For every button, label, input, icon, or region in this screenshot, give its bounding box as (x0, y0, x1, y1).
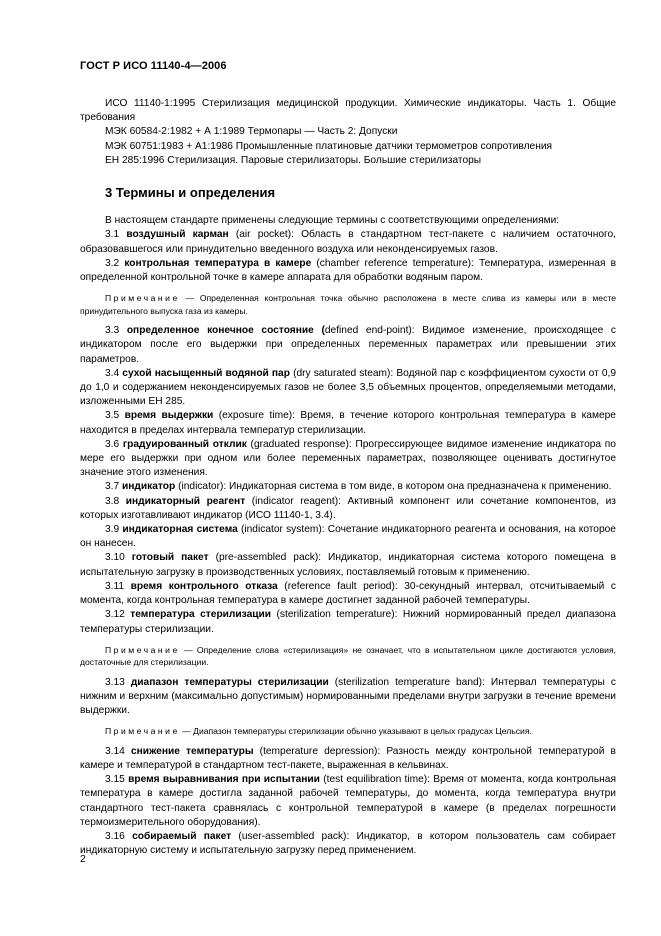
reference-item: ЕН 285:1996 Стерилизация. Паровые стерилизаторы. Большие стерилизаторы (105, 154, 482, 166)
term-definition: (test equilibration time): Время от момента, когда контрольная температура в камере достигла заданной рабочей температуры, до момента, когда температура внутри стандартного тест-пакета сравнялась с контрольной температурой в камере (в пределах погрешности термоизмерительного оборудования). (80, 774, 616, 828)
reference-item: МЭК 60584-2:1982 + А 1:1989 Термопары — Часть 2: Допуски (105, 126, 398, 138)
term-name: снижение температуры (130, 745, 254, 757)
term-3-10 (80, 551, 616, 579)
term-definition: (graduated response): Прогрессирующее видимое изменение индикатора по мере его выдержки при одном или более переменных параметрах, позволяющее оценивать достигнутое значение этого изменения. (80, 438, 616, 479)
note (80, 725, 616, 738)
term-definition: (chamber reference temperature): Температура, измеренная в определенной контрольной точке в камере аппарата для обработки водяным паром. (80, 257, 616, 284)
term-number: 3.2 (105, 257, 120, 269)
term-name: диапазон температуры стерилизации (130, 676, 329, 688)
term-definition: (indicator): Индикаторная система в том виде, в котором она предназначена к применению. (178, 481, 612, 493)
term-3-6 (80, 438, 616, 481)
term-definition: (dry saturated steam): Водяной пар с коэффициентом сухости от 0,9 до 1,0 и содержанием неконденсируемых газов не более 3,5 объемных процентов, определяемыми методами, изложенными ЕН 285. (80, 367, 617, 408)
term-definition: (air pocket): Область в стандартном тест-пакете с наличием остаточного, образовавшегося или принудительно введенного воздуха или неконденсируемых газов. (80, 229, 616, 255)
term-3-3 (80, 324, 616, 367)
term-definition: (indicator system): Сочетание индикаторного реагента и основания, на которое он нанесен. (80, 524, 616, 550)
term-3-14 (80, 745, 616, 773)
term-name: воздушный карман (126, 229, 229, 241)
term-number: 3.16 (105, 831, 125, 843)
term-definition: (pre-assembled pack): Индикатор, индикаторная система которого помещена в испытательную загрузку в производственных условиях, поставляемый готовым к применению. (80, 552, 616, 578)
normative-references (80, 97, 616, 168)
term-name: индикатор (122, 481, 176, 493)
term-number: 3.9 (105, 524, 120, 536)
term-number: 3.11 (105, 580, 125, 592)
term-3-16 (80, 830, 616, 858)
term-name: сухой насыщенный водяной пар (122, 367, 290, 379)
note-text: — Определение слова «стерилизация» не означает, что в испытательном цикле достигаются условия, достаточные для стерилизации. (80, 644, 616, 668)
term-number: 3.12 (105, 609, 125, 621)
term-3-5 (80, 409, 616, 437)
section-title: 3 Термины и определения (105, 185, 276, 201)
term-3-2 (80, 257, 616, 285)
term-definition: (indicator reagent): Активный компонент или сочетание компонентов, из которых изготавливают индикатор (ИСО 11140-1, 3.4). (80, 495, 616, 521)
term-name: время выравнивания при испытании (128, 774, 320, 786)
term-definition: (temperature depression): Разность между контрольной температурой в камере и температурой в стандартном тест-пакете, выраженная в кельвинах. (80, 745, 616, 772)
term-3-1 (80, 228, 616, 256)
term-definition: (exposure time): Время, в течение которого контрольная температура в камере находится в пределах интервала температур стерилизации. (80, 410, 616, 436)
term-definition: (reference fault period): 30-секундный интервал, отсчитываемый с момента, когда контрольная температура в камере достигнет заданной рабочей температуры. (80, 580, 616, 607)
page-content (80, 97, 616, 858)
term-3-11 (80, 580, 616, 608)
document-header: ГОСТ Р ИСО 11140-4—2006 (80, 60, 227, 72)
note-text: — Диапазон температуры стерилизации обычно указывают в целых градусах Цельсия. (179, 726, 532, 737)
note-label: Примечание (105, 293, 180, 304)
term-number: 3.13 (105, 676, 125, 688)
note (80, 644, 616, 669)
term-number: 3.8 (105, 495, 120, 507)
term-name: готовый пакет (131, 552, 209, 564)
term-number: 3.10 (105, 552, 125, 564)
term-number: 3.6 (105, 438, 120, 450)
term-name: определенное конечное состояние ( (126, 325, 325, 337)
term-name: время контрольного отказа (130, 580, 278, 592)
term-3-9 (80, 523, 616, 551)
note-label: Примечание (105, 726, 180, 737)
term-name: температура стерилизации (130, 609, 272, 621)
term-definition: (user-assembled pack): Индикатор, в котором пользователь сам собирает индикаторную систему и испытательную загрузку перед применением. (80, 831, 616, 857)
term-number: 3.7 (105, 481, 120, 493)
term-definition: (sterilization temperature): Нижний нормированный предел диапазона температуры стерилизации. (80, 609, 616, 635)
section-intro: В настоящем стандарте применены следующие термины с соответствующими определениями: (105, 215, 560, 227)
term-3-13 (80, 676, 616, 719)
term-3-4 (80, 367, 616, 410)
term-name: индикаторная система (122, 524, 238, 536)
term-number: 3.4 (105, 367, 120, 379)
term-3-7 (80, 480, 616, 494)
page-number: 2 (80, 853, 86, 865)
note-text: — Определенная контрольная точка обычно расположена в месте слива из камеры или в месте принудительного выпуска газа из камеры. (80, 293, 616, 316)
note-label: Примечание (105, 644, 180, 655)
term-name: градуированный отклик (122, 438, 247, 450)
term-name: время выдержки (124, 410, 214, 422)
term-name: собираемый пакет (132, 831, 232, 843)
term-number: 3.3 (105, 325, 120, 337)
term-name: индикаторный реагент (125, 495, 246, 507)
note (80, 292, 616, 317)
term-number: 3.1 (105, 229, 120, 241)
term-3-8 (80, 495, 616, 523)
reference-item: МЭК 60751:1983 + А1:1986 Промышленные платиновые датчики термометров сопротивления (105, 140, 553, 152)
term-definition: defined end-point): Видимое изменение, происходящее с индикатором после его выдержки при определенных переменных параметрах или превышении этих параметров. (80, 325, 617, 365)
term-3-12 (80, 608, 616, 636)
term-number: 3.5 (105, 410, 120, 422)
term-number: 3.14 (105, 745, 125, 757)
term-name: контрольная температура в камере (124, 257, 312, 269)
reference-item: ИСО 11140-1:1995 Стерилизация медицинской продукции. Химические индикаторы. Часть 1. Общие требования (80, 98, 616, 124)
term-number: 3.15 (105, 774, 125, 786)
term-definition: (sterilization temperature band): Интервал температуры с нижним и верхним (максимально допустимым) нормированными пределами внутри загрузки в течение времени выдержки. (80, 676, 616, 717)
term-3-15 (80, 773, 616, 830)
